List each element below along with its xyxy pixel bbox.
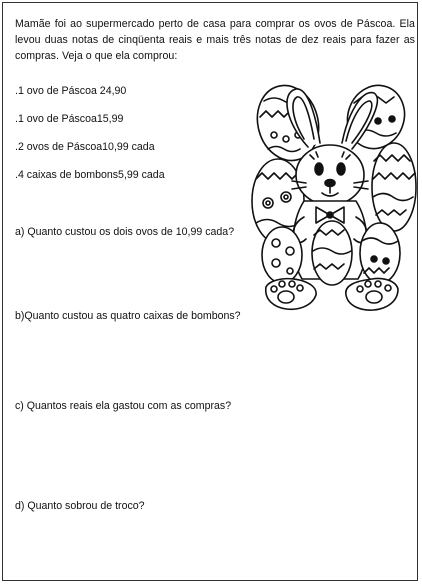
question-b: b)Quanto custou as quatro caixas de bombons? [15, 310, 241, 322]
egg-right [372, 143, 416, 231]
easter-bunny-with-eggs-icon [246, 83, 418, 318]
egg-front [312, 221, 352, 285]
purchase-item-4: .4 caixas de bombons5,99 cada [15, 169, 165, 181]
question-c: c) Quantos reais ela gastou com as compras? [15, 400, 232, 412]
purchase-item-3: .2 ovos de Páscoa10,99 cada [15, 141, 155, 153]
intro-paragraph: Mamãe foi ao supermercado perto de casa para comprar os ovos de Páscoa. Ela levou duas notas de cinqüenta reais e mais três notas de dez reais para fazer as compras. Veja o que ela comprou: [15, 18, 415, 62]
egg-lower-right [360, 223, 400, 283]
question-a: a) Quanto custou os dois ovos de 10,99 cada? [15, 226, 235, 238]
purchase-item-1: .1 ovo de Páscoa 24,90 [15, 85, 127, 97]
question-d: d) Quanto sobrou de troco? [15, 500, 145, 512]
worksheet-page [2, 2, 418, 581]
purchase-item-2: .1 ovo de Páscoa15,99 [15, 113, 124, 125]
egg-lower-left [262, 227, 302, 283]
